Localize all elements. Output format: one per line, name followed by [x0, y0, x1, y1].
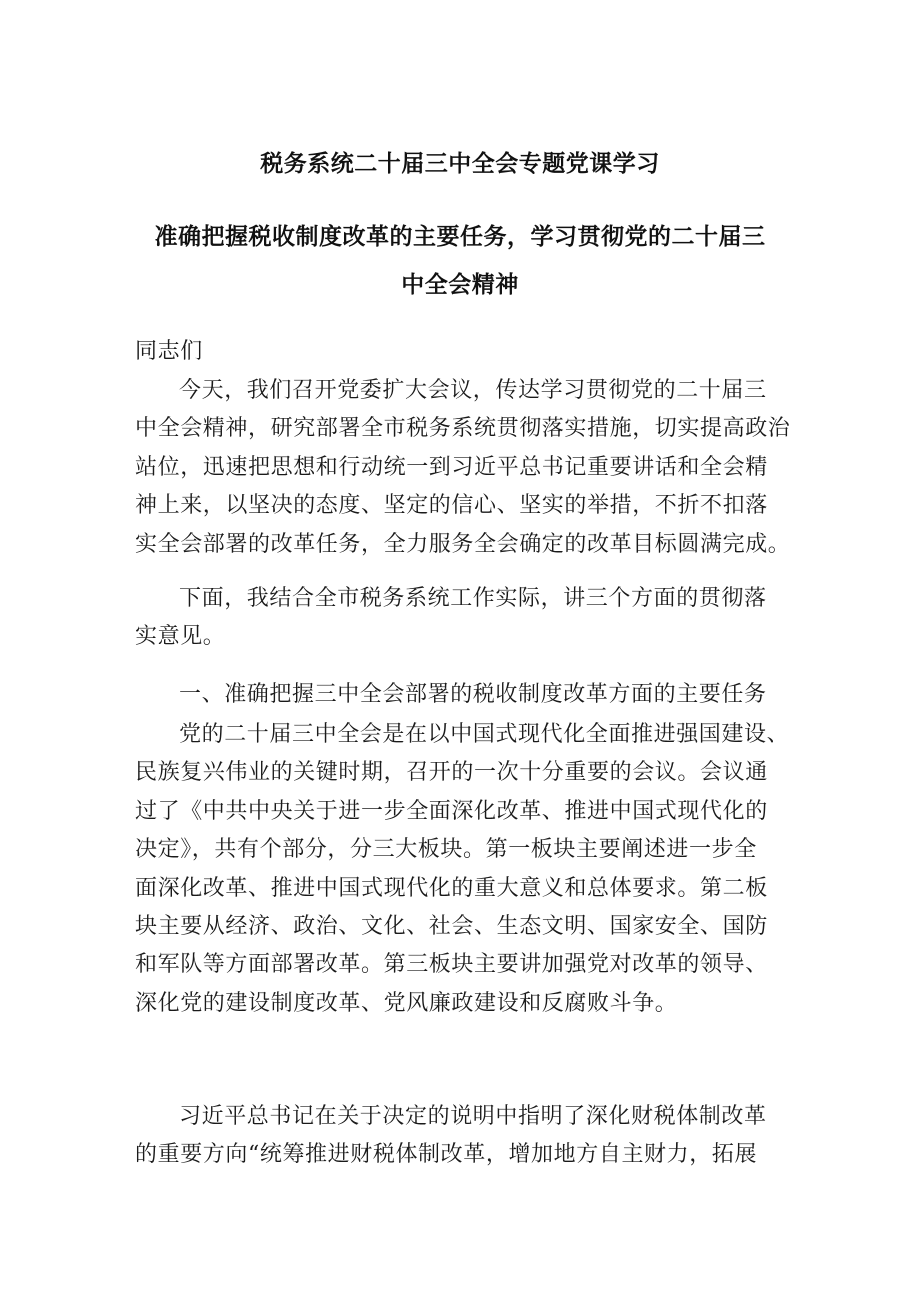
paragraph-line: 站位，迅速把思想和行动统一到习近平总书记重要讲话和全会精: [135, 454, 768, 480]
paragraph-line: 今天，我们召开党委扩大会议，传达学习贯彻党的二十届三: [179, 378, 767, 403]
paragraph-line: 中全会精神，研究部署全市税务系统贯彻落实措施，切实提高政治: [135, 416, 791, 442]
greeting: 同志们: [135, 339, 203, 364]
paragraph-line: 的重要方向“统筹推进财税体制改革，增加地方自主财力，拓展: [135, 1142, 758, 1168]
paragraph-line: 神上来，以坚决的态度、坚定的信心、坚实的举措，不折不扣落: [135, 493, 768, 519]
paragraph-line: 实意见。: [135, 624, 226, 650]
document-title-line-3: 中全会精神: [401, 272, 519, 298]
paragraph-line: 党的二十届三中全会是在以中国式现代化全面推进强国建设、: [179, 722, 790, 747]
paragraph-outline: [135, 580, 800, 657]
paragraph-line: 和军队等方面部署改革。第三板块主要讲加强党对改革的领导、: [135, 952, 768, 978]
paragraph-line: 实全会部署的改革任务，全力服务全会确定的改革目标圆满完成。: [135, 531, 791, 557]
paragraph-line: 过了《中共中央关于进一步全面深化改革、推进中国式现代化的: [135, 798, 768, 824]
paragraph-line: 深化党的建设制度改革、党风廉政建设和反腐败斗争。: [135, 990, 678, 1016]
paragraph-line: 面深化改革、推进中国式现代化的重大意义和总体要求。第二板: [135, 875, 768, 901]
paragraph-line: 习近平总书记在关于决定的说明中指明了深化财税体制改革: [179, 1104, 767, 1129]
section-heading: [135, 676, 800, 714]
document-title-line-2: 准确把握税收制度改革的主要任务，学习贯彻党的二十届三: [154, 224, 766, 250]
paragraph-opening: [135, 372, 800, 564]
paragraph-line: 块主要从经济、政治、文化、社会、生态文明、国家安全、国防: [135, 913, 768, 939]
paragraph-line: 下面，我结合全市税务系统工作实际，讲三个方面的贯彻落: [179, 586, 767, 611]
paragraph-plenum-overview: [135, 716, 800, 1023]
paragraph-fiscal-reform: [135, 1098, 800, 1175]
paragraph-line: 民族复兴伟业的关键时期，召开的一次十分重要的会议。会议通: [135, 760, 768, 786]
section-heading-text: 一、准确把握三中全会部署的税收制度改革方面的主要任务: [179, 682, 767, 707]
document-title-line-1: 税务系统二十届三中全会专题党课学习: [260, 151, 660, 177]
paragraph-line: 决定》，共有个部分，分三大板块。第一板块主要阐述进一步全: [135, 837, 757, 863]
